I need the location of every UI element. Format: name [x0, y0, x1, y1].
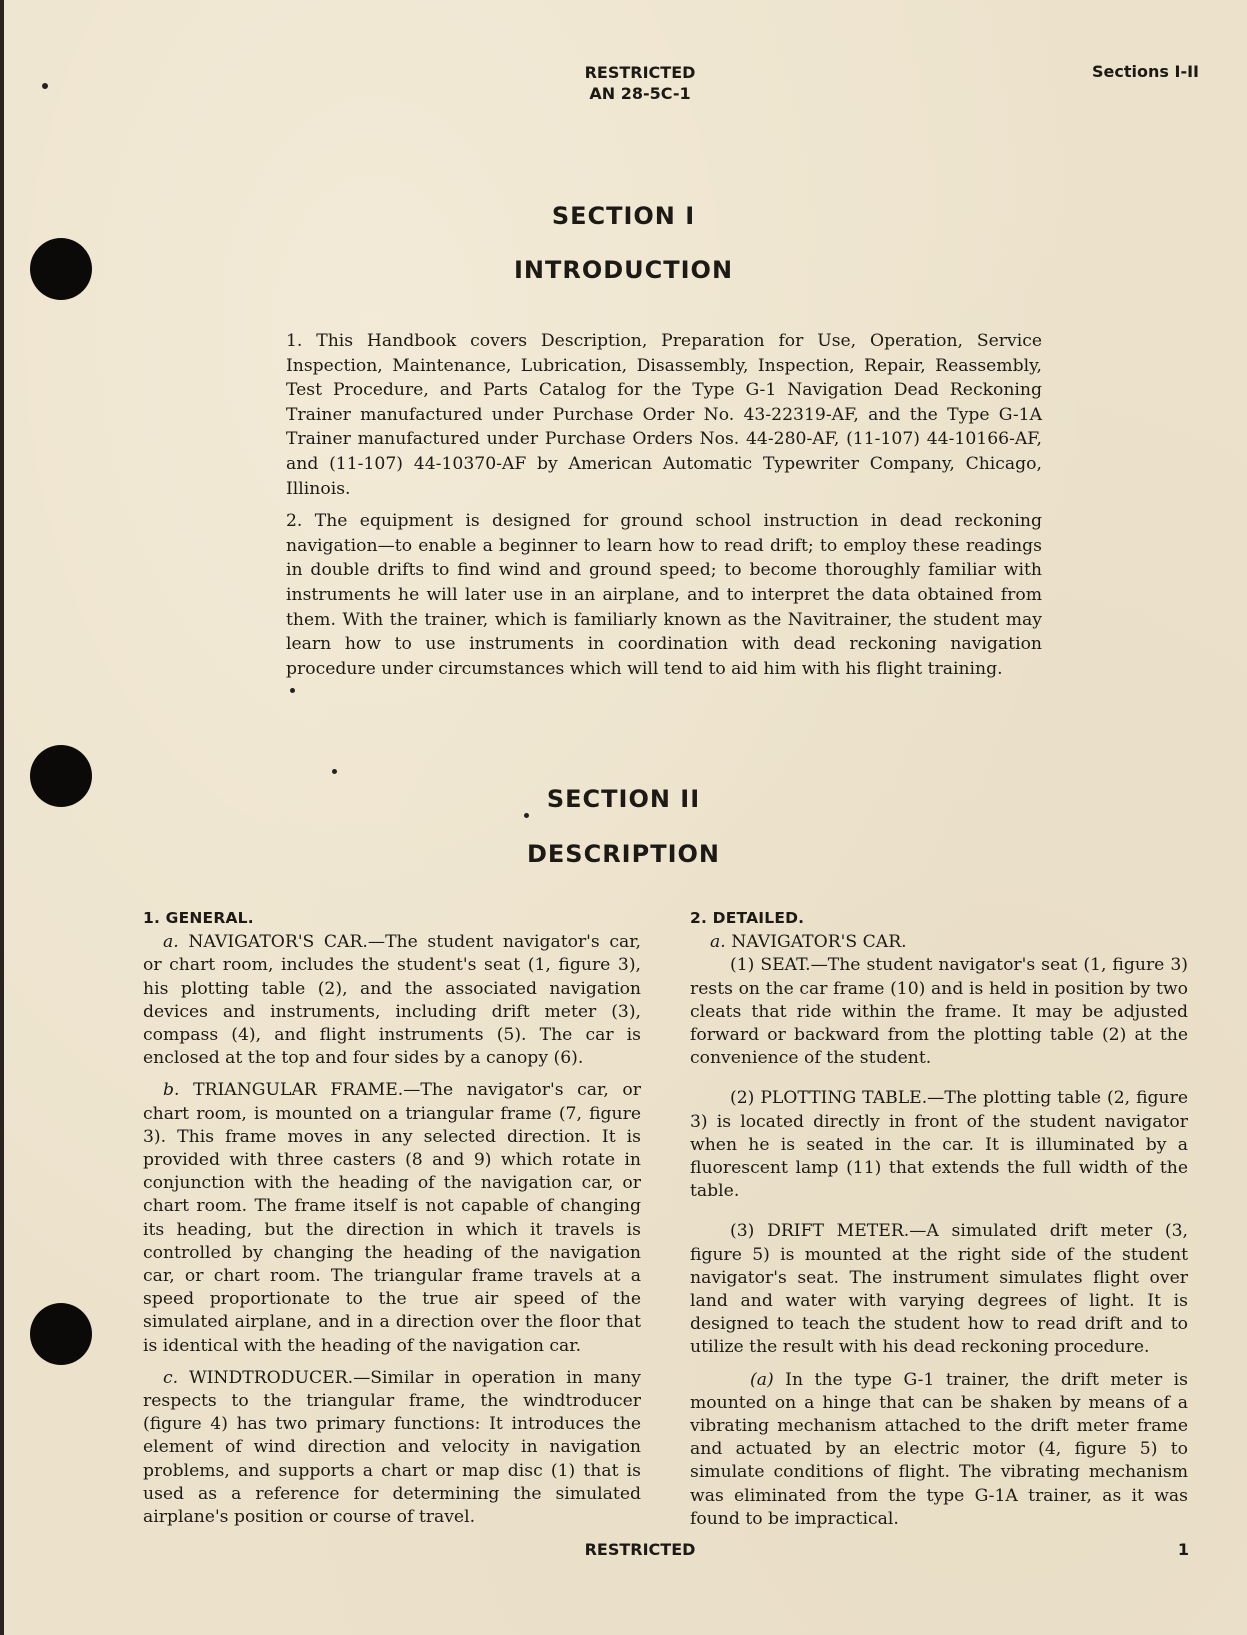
item-label: c. — [163, 1367, 179, 1388]
footer-classification: RESTRICTED — [584, 1540, 696, 1559]
detailed-heading: 2. DETAILED. — [690, 909, 805, 927]
item-title: PLOTTING TABLE. — [760, 1088, 928, 1109]
ink-speck — [332, 769, 337, 774]
item-label: (a) — [750, 1369, 774, 1390]
item-title: NAVIGATOR'S CAR. — [731, 932, 907, 953]
item-title: SEAT. — [760, 955, 811, 976]
item-title: NAVIGATOR'S CAR. — [188, 932, 368, 953]
item-text: —The navigator's car, or chart room, is mounted on a triangular frame (7, figure 3). This frame moves in any selected direction. It is provided with three casters (8 and 9) which rotate in conjunction with the heading of the navigation car, or chart room. The frame itself is not capable of changing its heading, but the direction in which it travels is controlled by changing the heading of the navigation car, or chart room. The triangular frame travels at a speed proportionate to the true air speed of the simulated airplane, and in a direction over the floor that is identical with the heading of the navigation car. — [143, 1080, 641, 1356]
detailed-item-plotting-table — [690, 1087, 1188, 1203]
item-label: b. — [163, 1080, 180, 1101]
item-label: (1) — [730, 955, 755, 976]
item-text: —The student navigator's seat (1, figure 3) rests on the car frame (10) and is held in position by two cleats that ride within the frame. It may be adjusted forward or backward from the plotting table (2) at the convenience of the student. — [690, 955, 1188, 1069]
detailed-item-drift-meter — [690, 1220, 1188, 1359]
ink-speck — [524, 813, 529, 818]
general-heading: 1. GENERAL. — [143, 909, 254, 927]
description-left-column — [143, 907, 641, 1529]
detailed-item-drift-meter-a — [690, 1369, 1188, 1531]
item-text: —A simulated drift meter (3, figure 5) is mounted at the right side of the student navigator's seat. The instrument simulates flight over land and water with varying degrees of light. It is designed to teach the student how to read drift and to utilize the result with his dead reckoning procedure. — [690, 1221, 1188, 1358]
item-title: DRIFT METER. — [767, 1221, 910, 1242]
introduction-body — [286, 329, 1042, 681]
header-document-number: AN 28-5C-1 — [589, 84, 691, 103]
item-label: (3) — [730, 1221, 755, 1242]
section-2-title: DESCRIPTION — [526, 840, 720, 868]
ink-speck — [42, 83, 48, 89]
ink-speck — [290, 688, 295, 693]
item-text: —The plotting table (2, figure 3) is located directly in front of the student navigator when he is seated in the car. It is illuminated by a fluorescent lamp (11) that extends the full width of the table. — [690, 1088, 1189, 1202]
item-title: WINDTRODUCER. — [188, 1367, 354, 1388]
item-text: —The student navigator's car, or chart room, includes the student's seat (1, figure 3), his plotting table (2), and the associated navigation devices and instruments, including drift meter (3), compass (4), and flight instruments (5). The car is enclosed at the top and four sides by a canopy (6). — [143, 932, 641, 1069]
general-item-b — [143, 1079, 641, 1357]
detailed-subheading — [690, 931, 1188, 954]
header-classification: RESTRICTED — [584, 63, 696, 82]
item-text: In the type G-1 trainer, the drift meter is mounted on a hinge that can be shaken by means of a vibrating mechanism attached to the drift meter frame and actuated by an electric motor (4, figure 5) to simulate conditions of flight. The vibrating mechanism was eliminated from the type G-1A trainer, as it was found to be impractical. — [690, 1369, 1188, 1529]
intro-paragraph-1: 1. This Handbook covers Description, Preparation for Use, Operation, Service Inspection, Maintenance, Lubrication, Disassembly, Inspection, Repair, Reassembly, Test Procedure, and Parts Catalog for the Type G-1 Navigation Dead Reckoning Trainer manufactured under Purchase Order No. 43-22319-AF, and the Type G-1A Trainer manufactured under Purchase Orders Nos. 44-280-AF, (11-107) 44-10166-AF, and (11-107) 44-10370-AF by American Automatic Typewriter Company, Chicago, Illinois. — [286, 331, 1042, 499]
scan-edge — [0, 0, 4, 1635]
section-2-heading: SECTION II — [546, 785, 701, 813]
general-item-a — [143, 931, 641, 1070]
description-right-column — [690, 907, 1188, 1531]
item-label: a. — [710, 932, 726, 953]
binder-hole-bottom — [30, 1303, 92, 1365]
intro-paragraph-2: 2. The equipment is designed for ground school instruction in dead reckoning navigation—to enable a beginner to learn how to read drift; to employ these readings in double drifts to find wind and ground speed; to become thoroughly familiar with instruments he will later use in an airplane, and to interpret the data obtained from them. With the trainer, which is familiarly known as the Navitrainer, the student may learn how to use instruments in coordination with dead reckoning navigation procedure under circumstances which will tend to aid him with his flight training. — [286, 511, 1042, 679]
item-label: a. — [163, 932, 179, 953]
item-title: TRIANGULAR FRAME. — [193, 1080, 404, 1101]
page-number: 1 — [1177, 1540, 1189, 1559]
detailed-item-seat — [690, 954, 1188, 1070]
general-item-c — [143, 1367, 641, 1529]
section-1-title: INTRODUCTION — [513, 256, 734, 284]
item-text: —Similar in operation in many respects to the triangular frame, the windtroducer (figure 4) has two primary functions: It introduces the element of wind direction and velocity in navigation problems, and supports a chart or map disc (1) that is used as a reference for determining the simulated airplane's position or course of travel. — [143, 1367, 641, 1528]
section-1-heading: SECTION I — [551, 202, 696, 230]
item-label: (2) — [730, 1088, 755, 1109]
page-header — [560, 62, 720, 104]
header-sections-label: Sections I-II — [1092, 62, 1199, 81]
